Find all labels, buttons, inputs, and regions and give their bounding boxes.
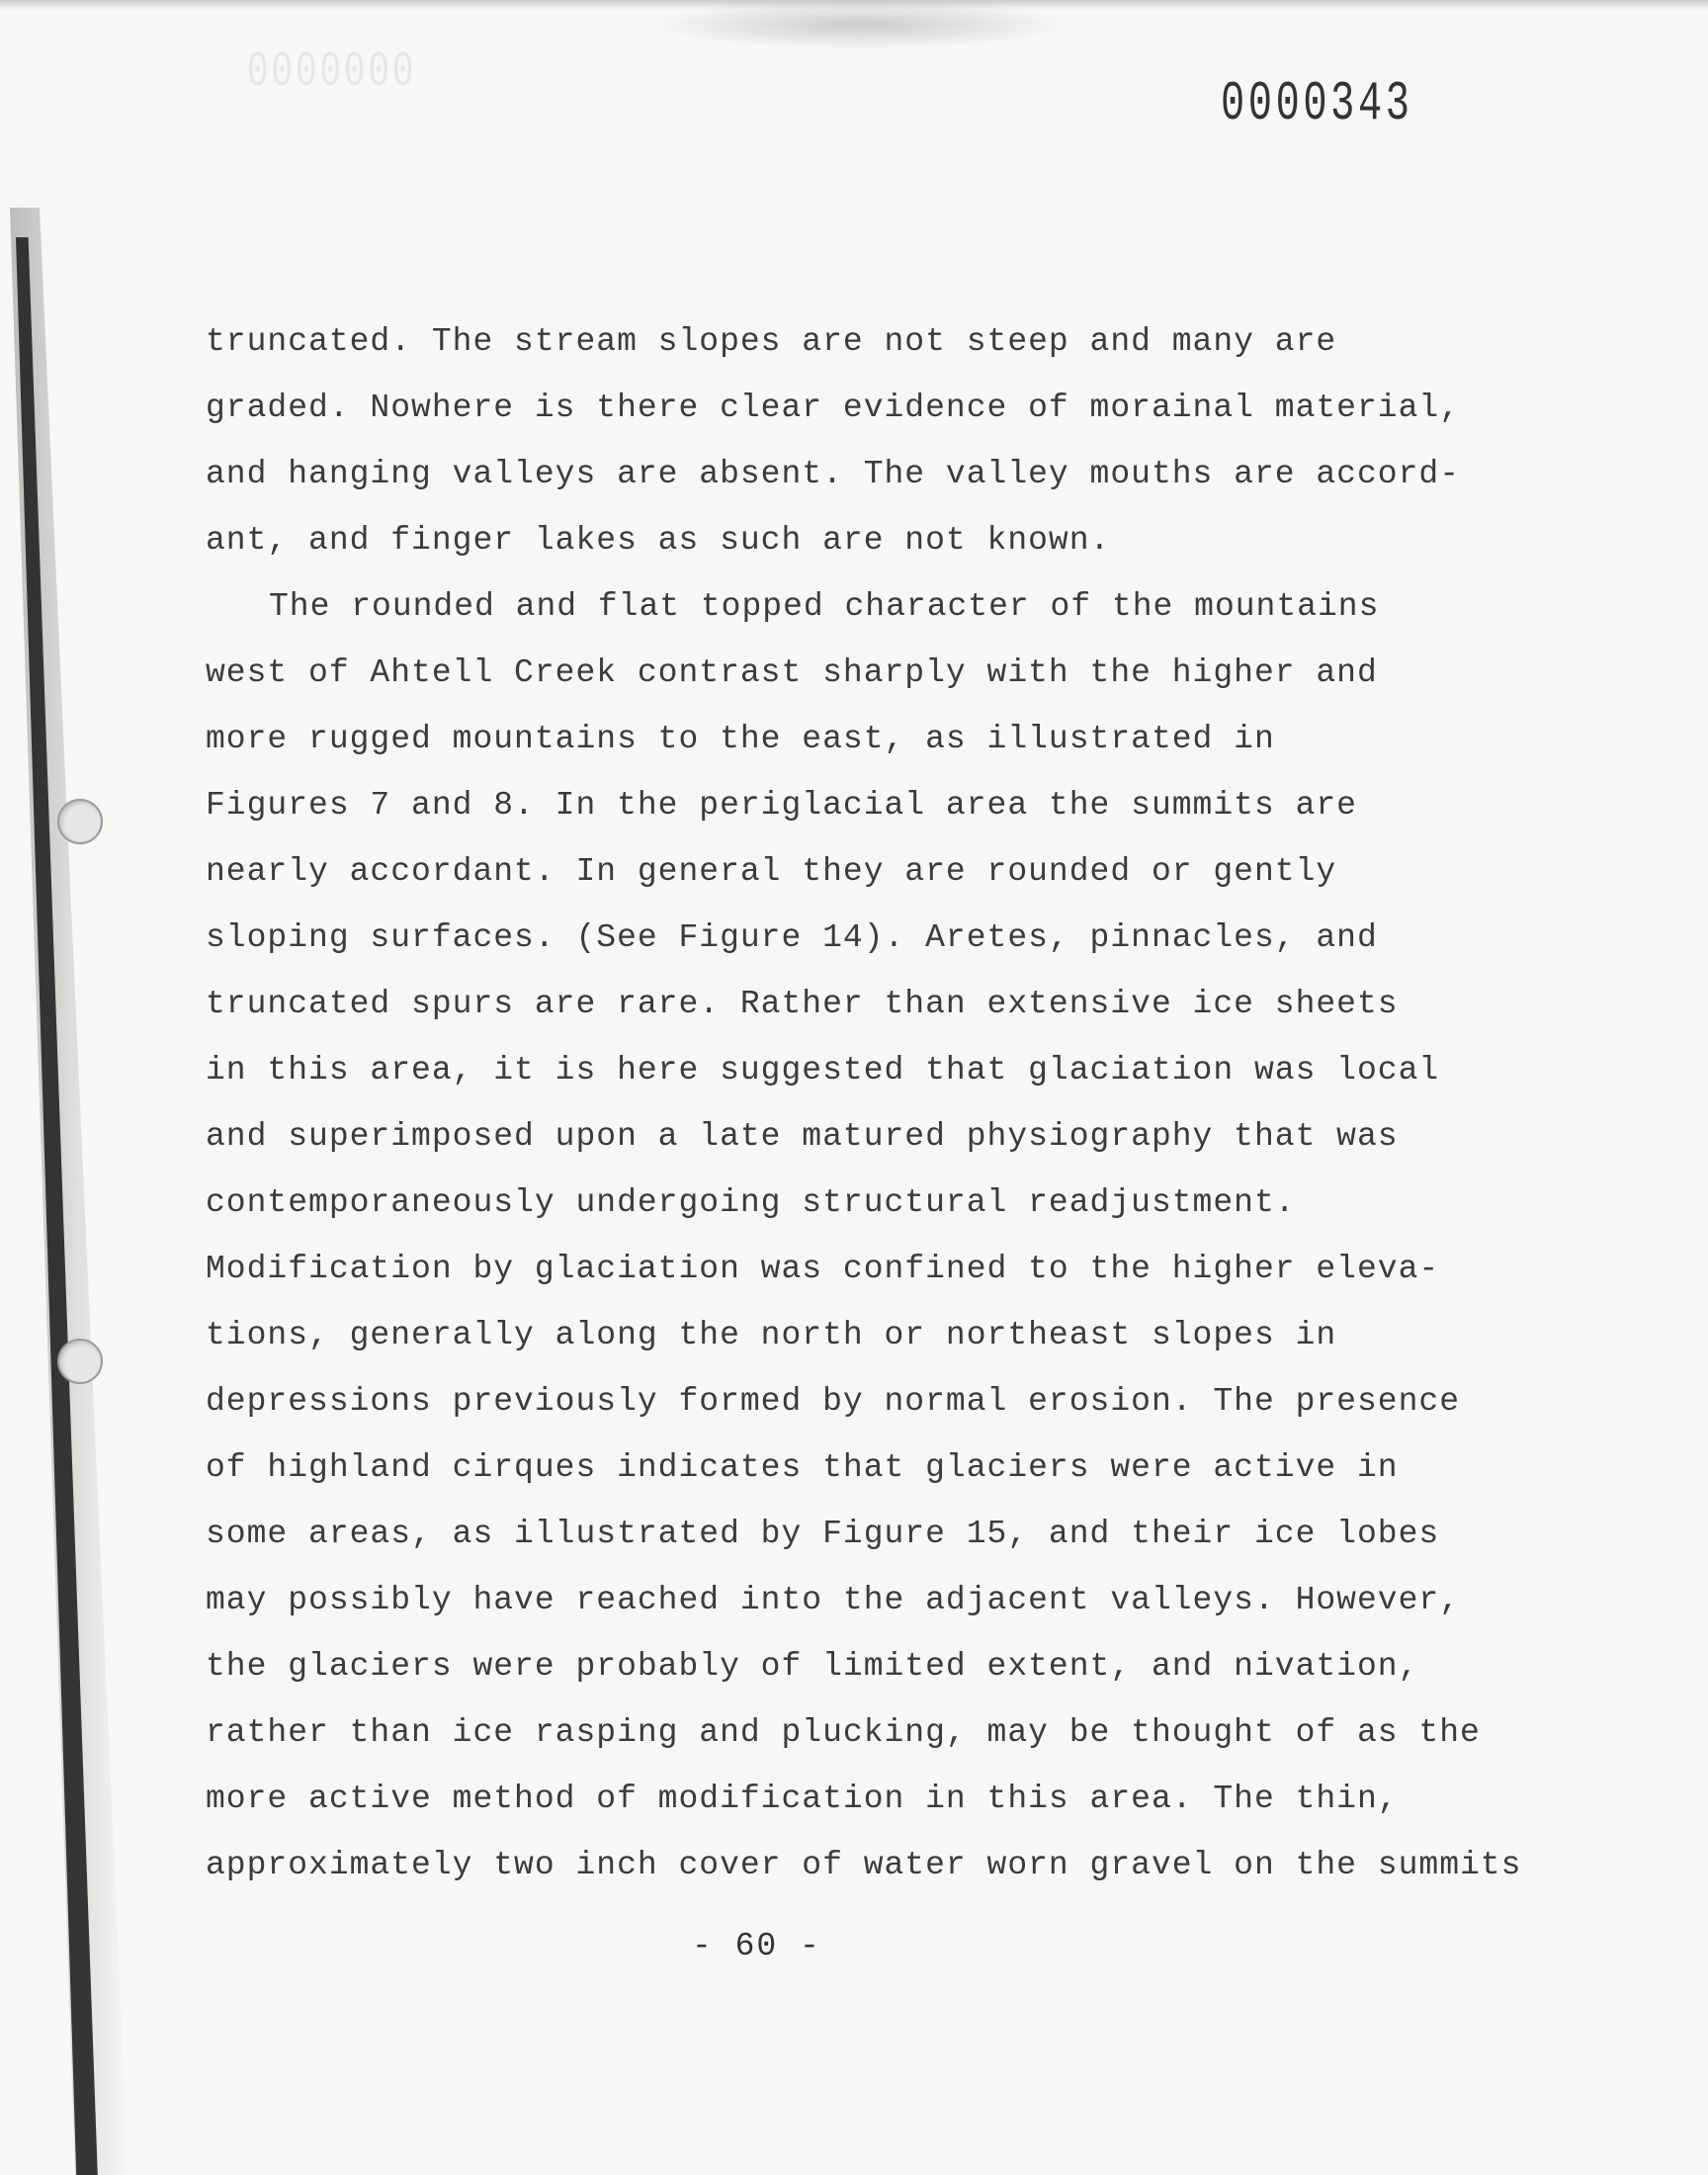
text-line: and hanging valleys are absent. The valley mouths are accord- bbox=[206, 456, 1460, 492]
text-line: rather than ice rasping and plucking, may be thought of as the bbox=[206, 1714, 1481, 1751]
text-line: nearly accordant. In general they are rounded or gently bbox=[206, 853, 1337, 890]
text-line: of highland cirques indicates that glaciers were active in bbox=[206, 1449, 1399, 1486]
text-line: may possibly have reached into the adjacent valleys. However, bbox=[206, 1582, 1460, 1618]
text-line: west of Ahtell Creek contrast sharply with the higher and bbox=[206, 654, 1378, 691]
paragraph-start-line: The rounded and flat topped character of the mountains bbox=[269, 588, 1380, 625]
text-line: and superimposed upon a late matured physiography that was bbox=[206, 1118, 1399, 1155]
scan-top-mark bbox=[652, 0, 1068, 49]
page-number: - 60 - bbox=[692, 1928, 821, 1964]
text-line: approximately two inch cover of water worn gravel on the summits bbox=[206, 1847, 1522, 1883]
punch-hole-icon bbox=[57, 799, 103, 844]
faded-document-number: 0000000 bbox=[247, 44, 417, 101]
text-line: graded. Nowhere is there clear evidence of morainal material, bbox=[206, 390, 1460, 426]
text-line: contemporaneously undergoing structural readjustment. bbox=[206, 1184, 1296, 1221]
text-line: ant, and finger lakes as such are not known. bbox=[206, 522, 1111, 559]
text-line: in this area, it is here suggested that glaciation was local bbox=[206, 1052, 1440, 1088]
punch-hole-icon bbox=[57, 1339, 103, 1384]
document-number: 0000343 bbox=[1221, 72, 1413, 135]
text-line: Modification by glaciation was confined to the higher eleva- bbox=[206, 1251, 1440, 1287]
text-line: sloping surfaces. (See Figure 14). Aretes, pinnacles, and bbox=[206, 919, 1378, 956]
text-line: depressions previously formed by normal erosion. The presence bbox=[206, 1383, 1460, 1420]
text-line: Figures 7 and 8. In the periglacial area the summits are bbox=[206, 787, 1357, 824]
text-line: truncated spurs are rare. Rather than extensive ice sheets bbox=[206, 986, 1399, 1022]
text-line: some areas, as illustrated by Figure 15, and their ice lobes bbox=[206, 1516, 1440, 1552]
text-line: more rugged mountains to the east, as illustrated in bbox=[206, 721, 1275, 757]
text-line: truncated. The stream slopes are not steep and many are bbox=[206, 323, 1337, 360]
body-text bbox=[206, 308, 1522, 1898]
text-line: the glaciers were probably of limited extent, and nivation, bbox=[206, 1648, 1419, 1685]
text-line: tions, generally along the north or northeast slopes in bbox=[206, 1317, 1337, 1353]
text-line: more active method of modification in this area. The thin, bbox=[206, 1781, 1399, 1817]
